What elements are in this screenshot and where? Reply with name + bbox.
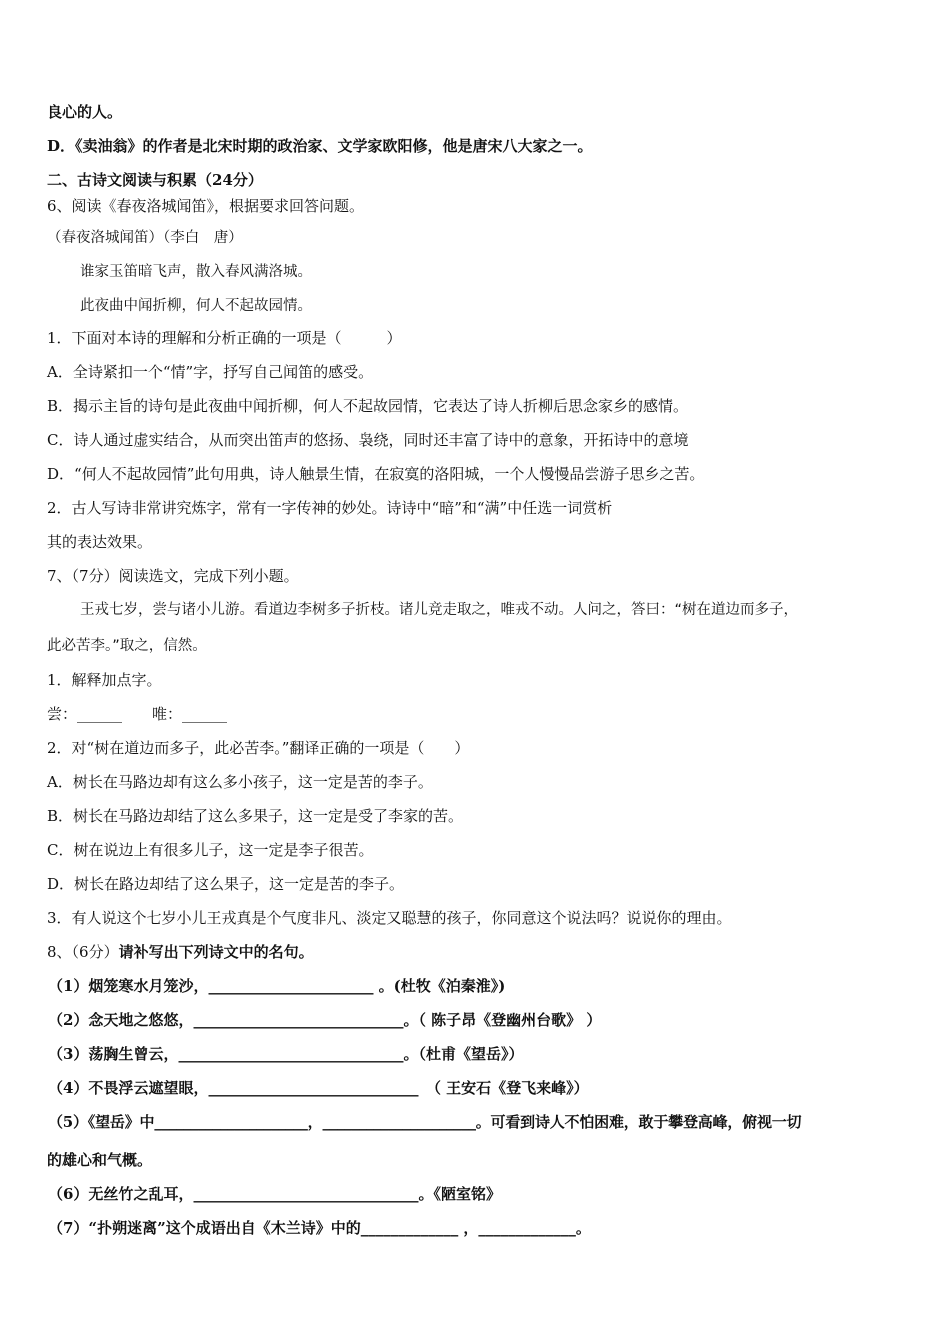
- text-line: 的雄心和气概。: [47, 1151, 153, 1169]
- question-7: 7、（7分）阅读选文，完成下列小题。: [47, 567, 299, 585]
- fill-item-5: （5）《望岳》中_____________________，_____________________。可看到诗人不怕困难，敢于攀登高峰，俯视一切: [48, 1113, 802, 1131]
- passage-line-1: 王戎七岁，尝与诸小儿游。看道边李树多子折枝。诸儿竞走取之，唯戎不动。人问之，答曰：“树在道边而多子，: [80, 602, 799, 618]
- subquestion-3: 3．有人说这个七岁小儿王戎真是个气度非凡、淡定又聪慧的孩子，你同意这个说法吗？说说你的理由。: [47, 909, 732, 927]
- option-d: D．树长在路边却结了这么果子，这一定是苦的李子。: [47, 875, 405, 893]
- option-a: A．全诗紧扣一个“情”字，抒写自己闻笛的感受。: [47, 363, 374, 381]
- fill-item-2: （2）念天地之悠悠，____________________________。（ 陈子昂《登幽州台歌》 ）: [48, 1011, 602, 1029]
- text-line: 良心的人。: [47, 103, 123, 121]
- option-c: C．树在说边上有很多儿子，这一定是李子很苦。: [47, 841, 374, 859]
- subquestion-2: 2．古人写诗非常讲究炼字，常有一字传神的妙处。诗诗中“暗”和“满”中任选一词赏析: [47, 499, 613, 517]
- fill-blank: 尝：______ 唯：______: [47, 705, 228, 723]
- option-b: B．树长在马路边却结了这么多果子，这一定是受了李家的苦。: [47, 807, 464, 825]
- section-heading: 二、古诗文阅读与积累（24分）: [47, 171, 263, 189]
- fill-item-7: （7）“扑朔迷离”这个成语出自《木兰诗》中的_____________ ，_____________。: [48, 1219, 591, 1237]
- poem-line-1: 谁家玉笛暗飞声，散入春风满洛城。: [80, 264, 312, 280]
- question-8: [47, 942, 314, 962]
- option-a: A．树长在马路边却有这么多小孩子，这一定是苦的李子。: [47, 773, 433, 791]
- subquestion-1: 1．解释加点字。: [47, 671, 162, 689]
- fill-item-3: （3）荡胸生曾云，______________________________。（杜甫《望岳》）: [48, 1045, 524, 1063]
- fill-item-4: （4）不畏浮云遮望眼，____________________________ （ 王安石《登飞来峰》）: [48, 1079, 589, 1097]
- option-d: D．“何人不起故园情”此句用典，诗人触景生情，在寂寞的洛阳城，一个人慢慢品尝游子思乡之苦。: [47, 465, 705, 483]
- fill-item-6: （6）无丝竹之乱耳，______________________________。《陋室铭》: [48, 1185, 501, 1203]
- passage-line-2: 此必苦李。”取之，信然。: [47, 638, 207, 654]
- option-c: C．诗人通过虚实结合，从而突出笛声的悠扬、袅绕，同时还丰富了诗中的意象，开拓诗中的意境: [47, 431, 689, 449]
- question-6: 6、阅读《春夜洛城闻笛》，根据要求回答问题。: [47, 197, 365, 215]
- poem-title: （春夜洛城闻笛）（李白 唐）: [47, 230, 243, 246]
- option-b: B．揭示主旨的诗句是此夜曲中闻折柳，何人不起故园情，它表达了诗人折柳后思念家乡的感情。: [47, 397, 689, 415]
- option-d: D．《卖油翁》的作者是北宋时期的政治家、文学家欧阳修，他是唐宋八大家之一。: [47, 137, 593, 155]
- subquestion-1: 1．下面对本诗的理解和分析正确的一项是（ ）: [47, 329, 402, 347]
- text-line: 其的表达效果。: [47, 533, 153, 551]
- question-8-prompt: 请补写出下列诗文中的名句。: [118, 943, 314, 961]
- fill-item-1: （1）烟笼寒水月笼沙，______________________ 。(杜牧《泊秦淮》): [48, 977, 506, 995]
- subquestion-2: 2．对“树在道边而多子，此必苦李。”翻译正确的一项是（ ）: [47, 739, 470, 757]
- question-8-number: 8、（6分）: [47, 943, 119, 961]
- poem-line-2: 此夜曲中闻折柳，何人不起故园情。: [80, 298, 312, 314]
